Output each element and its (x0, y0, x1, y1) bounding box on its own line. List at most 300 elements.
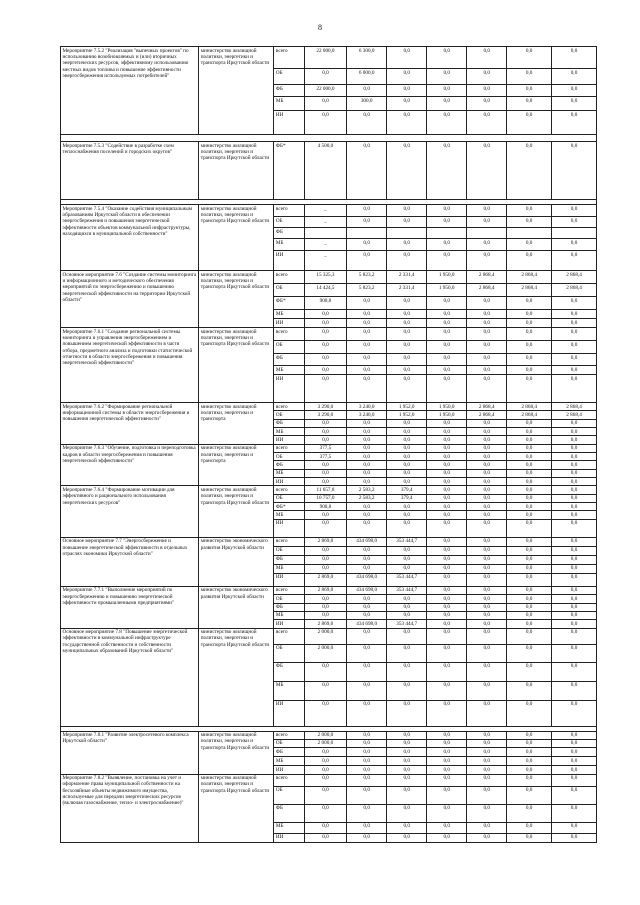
amount-cell: 0,0 (347, 419, 387, 427)
table-row (61, 205, 597, 217)
amount-cell: 0,0 (427, 748, 467, 757)
amount-cell: 0,0 (427, 774, 467, 786)
funding-source: всего (274, 628, 304, 644)
amount-cell: 2 000,0 (304, 731, 346, 739)
amount-cell: 0,0 (427, 486, 467, 494)
amount-cell: 900,8 (304, 503, 346, 511)
amount-cell: 0,0 (387, 47, 427, 69)
amount-cell: 0,0 (467, 644, 507, 662)
funding-source: всего (274, 444, 304, 452)
amount-cell: 0,0 (552, 341, 597, 354)
amount-cell: 0,0 (467, 478, 507, 486)
amount-cell: 0,0 (304, 97, 346, 111)
amount-cell: 0,0 (507, 766, 552, 774)
amount-cell: 0,0 (347, 436, 387, 444)
amount-cell: 3 240,0 (347, 403, 387, 411)
amount-cell: 0,0 (304, 341, 346, 354)
funding-source: ИИ (274, 573, 304, 586)
amount-cell: 353 444,7 (387, 537, 427, 546)
amount-cell: 0,0 (387, 478, 427, 486)
amount-cell: 0,0 (347, 205, 387, 217)
amount-cell (467, 228, 507, 239)
amount-cell: 0,0 (427, 644, 467, 662)
funding-source: МБ (274, 239, 304, 251)
amount-cell: 0,0 (552, 444, 597, 452)
amount-cell: 0,0 (427, 428, 467, 436)
amount-cell: 0,0 (552, 519, 597, 537)
amount-cell: 0,0 (427, 595, 467, 603)
funding-source: ФБ* (274, 142, 304, 200)
amount-cell: 0,0 (387, 628, 427, 644)
amount-cell: 0,0 (552, 662, 597, 681)
amount-cell: 0,0 (427, 419, 467, 427)
amount-cell: 0,0 (387, 469, 427, 477)
amount-cell: 0,0 (387, 766, 427, 774)
funding-source: ОБ (274, 453, 304, 461)
amount-cell: 0,0 (467, 97, 507, 111)
funding-source: ОБ (274, 739, 304, 747)
executor-name: министерство жилищной политики, энергетики и транспорта Иркутской области (199, 486, 274, 537)
amount-cell: 0,0 (304, 461, 346, 469)
amount-cell: 353 444,7 (387, 573, 427, 586)
funding-source: ФБ (274, 228, 304, 239)
executor-name: министерство жилищной политики, энергетики и транспорта Иркутской области (199, 47, 274, 135)
amount-cell: 0,0 (552, 205, 597, 217)
amount-cell: 0,0 (304, 700, 346, 726)
amount-cell: 0,0 (467, 611, 507, 619)
amount-cell: 0,0 (507, 461, 552, 469)
amount-cell: 0,0 (427, 251, 467, 271)
amount-cell: 0,0 (467, 748, 507, 757)
amount-cell: 0,0 (507, 662, 552, 681)
amount-cell: 0,0 (507, 804, 552, 822)
amount-cell: 0,0 (552, 428, 597, 436)
table-row (61, 628, 597, 644)
amount-cell: 14 424,5 (304, 284, 346, 297)
amount-cell: 0,0 (507, 611, 552, 619)
activity-name: Мероприятие 7.5.4 "Оказание содействия муниципальным образованиям Иркутской области в обеспечении энергосбережения и повышения энергетической эффективности объектов коммунальной инфраструктуры, находящихся в муниципальной собственности" (61, 205, 199, 271)
amount-cell: 0,0 (427, 804, 467, 822)
amount-cell: 0,0 (507, 85, 552, 97)
amount-cell: 6 000,0 (347, 69, 387, 85)
amount-cell: 0,0 (552, 217, 597, 228)
amount-cell: 0,0 (347, 251, 387, 271)
amount-cell: 0,0 (507, 748, 552, 757)
amount-cell: 0,0 (552, 833, 597, 842)
funding-source: МБ (274, 97, 304, 111)
amount-cell: 2 868,4 (507, 403, 552, 411)
funding-source: ФБ* (274, 297, 304, 310)
amount-cell: 2 868,4 (467, 284, 507, 297)
amount-cell: 0,0 (427, 341, 467, 354)
amount-cell: 2 869,0 (304, 620, 346, 628)
amount-cell: 0,0 (304, 319, 346, 328)
amount-cell: 0,0 (427, 573, 467, 586)
amount-cell: 0,0 (387, 436, 427, 444)
amount-cell: 0,0 (507, 341, 552, 354)
table-row (61, 537, 597, 546)
executor-name: министерство жилищной политики, энергетики и транспорта Иркутской области (199, 628, 274, 726)
amount-cell: 0,0 (304, 469, 346, 477)
amount-cell: 0,0 (347, 453, 387, 461)
amount-cell (427, 228, 467, 239)
amount-cell: 2 000,0 (304, 628, 346, 644)
funding-source: ИИ (274, 700, 304, 726)
amount-cell: 0,0 (387, 757, 427, 766)
amount-cell: 0,0 (552, 251, 597, 271)
amount-cell: 0,0 (347, 546, 387, 555)
amount-cell: 379,4 (387, 494, 427, 502)
funding-source: МБ (274, 511, 304, 519)
amount-cell: 2 868,4 (467, 403, 507, 411)
amount-cell: 0,0 (347, 341, 387, 354)
amount-cell: 1 952,0 (387, 403, 427, 411)
amount-cell: 0,0 (552, 111, 597, 135)
amount-cell: 0,0 (507, 486, 552, 494)
amount-cell: 0,0 (347, 319, 387, 328)
amount-cell: 0,0 (467, 739, 507, 747)
amount-cell: 0,0 (387, 833, 427, 842)
amount-cell: 0,0 (552, 47, 597, 69)
amount-cell: 0,0 (552, 310, 597, 319)
amount-cell: 0,0 (427, 519, 467, 537)
activity-name: Мероприятие 7.6.4 "Формирование мотивации для эффективного и рационального использования энергетических ресурсов" (61, 486, 199, 537)
table-row (61, 586, 597, 594)
amount-cell: 0,0 (467, 766, 507, 774)
amount-cell: 3 290,0 (304, 411, 346, 419)
funding-source: ИИ (274, 111, 304, 135)
amount-cell: 0,0 (467, 444, 507, 452)
amount-cell: 0,0 (427, 478, 467, 486)
amount-cell: 0,0 (507, 111, 552, 135)
executor-name: министерство жилищной политики, энергетики и транспорта (199, 403, 274, 445)
spacer-cell (61, 135, 597, 142)
amount-cell: 0,0 (552, 478, 597, 486)
amount-cell: 300,0 (347, 97, 387, 111)
funding-source: ИИ (274, 833, 304, 842)
funding-table-body (61, 47, 597, 843)
amount-cell: 0,0 (507, 511, 552, 519)
page-number: 8 (318, 23, 322, 32)
amount-cell: 0,0 (347, 555, 387, 564)
amount-cell: 0,0 (552, 319, 597, 328)
amount-cell: 0,0 (552, 786, 597, 804)
amount-cell: 0,0 (387, 85, 427, 97)
amount-cell: 0,0 (552, 546, 597, 555)
amount-cell: 0,0 (347, 469, 387, 477)
amount-cell: 0,0 (507, 469, 552, 477)
funding-source: ИИ (274, 519, 304, 537)
amount-cell: 0,0 (347, 595, 387, 603)
amount-cell: 353 444,7 (387, 620, 427, 628)
amount-cell: 0,0 (507, 319, 552, 328)
amount-cell: 0,0 (304, 354, 346, 366)
amount-cell: 0,0 (552, 774, 597, 786)
amount-cell: 0,0 (427, 603, 467, 611)
activity-name: Мероприятие 7.5.2 "Реализация "выпечных проектов" по использованию возобновляемых и (или) вторичных энергетических ресурсов, эффективному использованию местных видов топлива и повышение эффективности энергосбережения используемых потребителей" (61, 47, 199, 135)
table-row (61, 731, 597, 739)
table-row (61, 403, 597, 411)
funding-source: ФБ (274, 555, 304, 564)
amount-cell: 0,0 (427, 319, 467, 328)
amount-cell: 0,0 (427, 546, 467, 555)
amount-cell: 1 950,0 (427, 411, 467, 419)
amount-cell: 2 868,4 (507, 284, 552, 297)
amount-cell: 0,0 (507, 628, 552, 644)
amount-cell: 0,0 (467, 142, 507, 200)
amount-cell: 0,0 (347, 511, 387, 519)
amount-cell: 0,0 (552, 375, 597, 403)
amount-cell: 0,0 (467, 319, 507, 328)
amount-cell: 0,0 (387, 681, 427, 700)
funding-source: ОБ (274, 786, 304, 804)
amount-cell: 0,0 (467, 217, 507, 228)
amount-cell: 0,0 (507, 328, 552, 341)
amount-cell: 0,0 (304, 519, 346, 537)
amount-cell: 0,0 (467, 555, 507, 564)
amount-cell: 0,0 (552, 503, 597, 511)
table-row (61, 271, 597, 284)
amount-cell: 0,0 (552, 469, 597, 477)
executor-name: министерство жилищной политики, энергетики и транспорта Иркутской области (199, 328, 274, 403)
table-row (61, 444, 597, 452)
amount-cell: 0,0 (427, 239, 467, 251)
amount-cell: 0,0 (387, 555, 427, 564)
amount-cell: 0,0 (552, 564, 597, 573)
amount-cell: 0,0 (467, 47, 507, 69)
amount-cell: 0,0 (467, 251, 507, 271)
executor-name: министерство экономического развития Иркутской области (199, 537, 274, 586)
amount-cell: 0,0 (387, 511, 427, 519)
amount-cell: 0,0 (467, 469, 507, 477)
amount-cell: 0,0 (347, 428, 387, 436)
amount-cell (552, 228, 597, 239)
amount-cell: 0,0 (507, 537, 552, 546)
table-row (61, 774, 597, 786)
amount-cell: 0,0 (507, 595, 552, 603)
amount-cell: 0,0 (387, 428, 427, 436)
amount-cell: 0,0 (467, 757, 507, 766)
amount-cell: 0,0 (427, 453, 467, 461)
amount-cell: 0,0 (387, 786, 427, 804)
amount-cell: 0,0 (467, 620, 507, 628)
amount-cell: 0,0 (552, 620, 597, 628)
amount-cell: 0,0 (507, 546, 552, 555)
amount-cell: 0,0 (467, 297, 507, 310)
amount-cell: 0,0 (552, 142, 597, 200)
amount-cell: 0,0 (507, 436, 552, 444)
amount-cell: 0,0 (347, 111, 387, 135)
amount-cell: 0,0 (387, 205, 427, 217)
amount-cell: 0,0 (552, 461, 597, 469)
amount-cell: 0,0 (467, 239, 507, 251)
amount-cell: 0,0 (387, 217, 427, 228)
amount-cell: 0,0 (507, 739, 552, 747)
amount-cell: 0,0 (427, 628, 467, 644)
amount-cell: 0,0 (467, 366, 507, 375)
amount-cell: 0,0 (507, 494, 552, 502)
amount-cell: 0,0 (347, 662, 387, 681)
amount-cell: 0,0 (427, 503, 467, 511)
amount-cell: 0,0 (507, 731, 552, 739)
amount-cell: 0,0 (347, 354, 387, 366)
amount-cell: 0,0 (347, 757, 387, 766)
amount-cell: 0,0 (552, 586, 597, 594)
amount-cell: 0,0 (427, 564, 467, 573)
amount-cell: 15 325,3 (304, 271, 346, 284)
amount-cell: 0,0 (552, 700, 597, 726)
amount-cell: 0,0 (427, 731, 467, 739)
amount-cell: 0,0 (304, 774, 346, 786)
amount-cell: 0,0 (467, 586, 507, 594)
amount-cell: 0,0 (552, 419, 597, 427)
amount-cell: 2 869,0 (304, 573, 346, 586)
amount-cell: 0,0 (467, 428, 507, 436)
amount-cell: 0,0 (387, 644, 427, 662)
amount-cell: 0,0 (427, 833, 467, 842)
amount-cell: 0,0 (552, 85, 597, 97)
amount-cell: 2 868,4 (552, 411, 597, 419)
amount-cell: 0,0 (347, 804, 387, 822)
funding-source: МБ (274, 611, 304, 619)
amount-cell: 0,0 (427, 142, 467, 200)
funding-source: МБ (274, 564, 304, 573)
amount-cell: 0,0 (387, 97, 427, 111)
amount-cell: 0,0 (304, 822, 346, 833)
funding-source: ОБ (274, 69, 304, 85)
amount-cell: 0,0 (552, 822, 597, 833)
amount-cell: 0,0 (387, 297, 427, 310)
amount-cell: 0,0 (467, 628, 507, 644)
amount-cell: 0,0 (304, 555, 346, 564)
amount-cell: 5 823,2 (347, 284, 387, 297)
amount-cell: 0,0 (347, 822, 387, 833)
amount-cell: 0,0 (552, 757, 597, 766)
amount-cell: 0,0 (427, 310, 467, 319)
amount-cell: 0,0 (304, 611, 346, 619)
amount-cell: 0,0 (467, 419, 507, 427)
amount-cell: 0,0 (427, 611, 467, 619)
executor-name: министерство жилищной политики, энергетики и транспорта (199, 444, 274, 486)
amount-cell: 0,0 (304, 419, 346, 427)
amount-cell: _ (304, 217, 346, 228)
amount-cell (347, 228, 387, 239)
amount-cell: 0,0 (347, 833, 387, 842)
amount-cell: 0,0 (427, 366, 467, 375)
funding-source: всего (274, 586, 304, 594)
amount-cell: 0,0 (507, 366, 552, 375)
amount-cell: 0,0 (427, 681, 467, 700)
amount-cell: 0,0 (552, 595, 597, 603)
amount-cell: 379,4 (387, 486, 427, 494)
amount-cell: 0,0 (347, 564, 387, 573)
amount-cell: 0,0 (304, 603, 346, 611)
amount-cell: 0,0 (507, 822, 552, 833)
amount-cell: 0,0 (387, 341, 427, 354)
amount-cell: 0,0 (427, 444, 467, 452)
amount-cell: 2 868,4 (467, 271, 507, 284)
amount-cell: 0,0 (347, 478, 387, 486)
amount-cell: 0,0 (427, 700, 467, 726)
funding-source: всего (274, 328, 304, 341)
amount-cell: 0,0 (507, 620, 552, 628)
amount-cell: 0,0 (347, 142, 387, 200)
activity-name: Мероприятие 7.6.3 "Обучение, подготовка и переподготовка кадров в области энергосбережения и повышения энергетической эффективности" (61, 444, 199, 486)
funding-source: ФБ (274, 603, 304, 611)
funding-source: ФБ (274, 85, 304, 97)
amount-cell: 0,0 (387, 611, 427, 619)
amount-cell: 0,0 (467, 774, 507, 786)
amount-cell: 0,0 (507, 47, 552, 69)
amount-cell: 0,0 (507, 786, 552, 804)
amount-cell: 1 950,0 (427, 271, 467, 284)
amount-cell: 0,0 (387, 564, 427, 573)
amount-cell: 0,0 (467, 537, 507, 546)
amount-cell: 0,0 (467, 786, 507, 804)
amount-cell: 0,0 (552, 603, 597, 611)
amount-cell: 0,0 (552, 681, 597, 700)
amount-cell: 0,0 (427, 739, 467, 747)
amount-cell: 0,0 (552, 453, 597, 461)
funding-source: всего (274, 47, 304, 69)
amount-cell: 0,0 (304, 310, 346, 319)
amount-cell: 0,0 (427, 766, 467, 774)
amount-cell: 900,8 (304, 297, 346, 310)
amount-cell: 0,0 (552, 69, 597, 85)
amount-cell: 0,0 (507, 757, 552, 766)
amount-cell: 0,0 (507, 428, 552, 436)
amount-cell: 2 869,0 (304, 586, 346, 594)
funding-source: ФБ (274, 354, 304, 366)
amount-cell: 0,0 (304, 111, 346, 135)
amount-cell: 0,0 (347, 328, 387, 341)
amount-cell: 0,0 (387, 822, 427, 833)
amount-cell: 0,0 (347, 786, 387, 804)
funding-source: ОБ (274, 644, 304, 662)
amount-cell: 0,0 (507, 573, 552, 586)
amount-cell: 2 000,0 (304, 739, 346, 747)
amount-cell: 0,0 (427, 586, 467, 594)
executor-name: министерство жилищной политики, энергетики и транспорта Иркутской области (199, 142, 274, 200)
amount-cell (507, 228, 552, 239)
amount-cell: 0,0 (467, 494, 507, 502)
amount-cell: 0,0 (427, 620, 467, 628)
amount-cell: 3 290,0 (304, 403, 346, 411)
funding-source: ОБ (274, 595, 304, 603)
amount-cell: 0,0 (304, 366, 346, 375)
amount-cell: 2 000,0 (304, 644, 346, 662)
amount-cell: 0,0 (387, 310, 427, 319)
amount-cell: 0,0 (467, 85, 507, 97)
amount-cell: 0,0 (552, 611, 597, 619)
amount-cell: 0,0 (387, 461, 427, 469)
amount-cell: 0,0 (304, 786, 346, 804)
amount-cell: 0,0 (304, 595, 346, 603)
amount-cell: 434 698,0 (347, 573, 387, 586)
table-row (61, 328, 597, 341)
amount-cell: 0,0 (387, 546, 427, 555)
funding-source: МБ (274, 681, 304, 700)
amount-cell: 0,0 (427, 47, 467, 69)
executor-name: министерство жилищной политики, энергетики и транспорта Иркутской области (199, 205, 274, 271)
amount-cell: 0,0 (304, 833, 346, 842)
amount-cell: 0,0 (467, 595, 507, 603)
amount-cell: 0,0 (552, 97, 597, 111)
amount-cell: 0,0 (507, 444, 552, 452)
activity-name: Мероприятие 7.7.1 "Выполнение мероприятий по энергосбережению и повышению энергетической эффективности промышленными предприятиями" (61, 586, 199, 628)
amount-cell: 0,0 (552, 573, 597, 586)
amount-cell: 0,0 (507, 774, 552, 786)
